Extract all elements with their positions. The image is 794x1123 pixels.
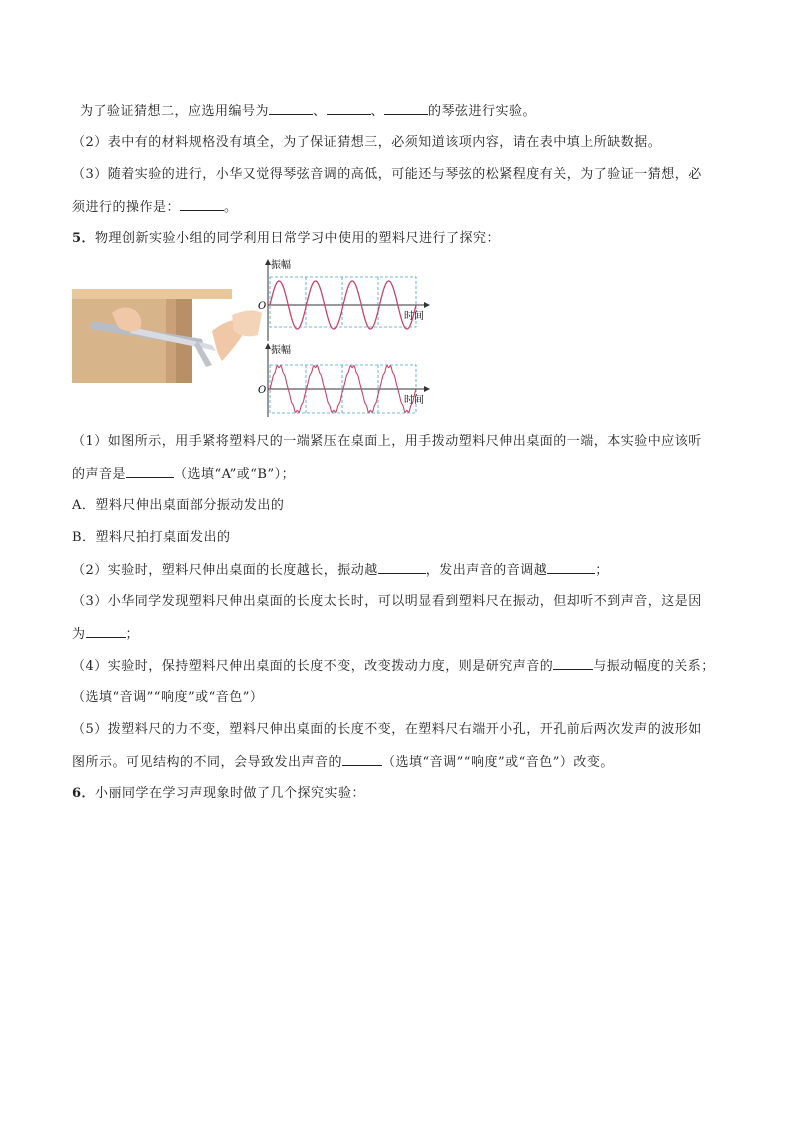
y-axis-label-bottom: 振幅: [271, 345, 291, 356]
text: （选填“A”或“B”）；: [174, 467, 296, 482]
line-2: （2）表中有的材料规格没有填全，为了保证猜想三，必须知道该项内容，请在表中填上所缺数据。: [72, 135, 662, 150]
text: 、: [313, 104, 327, 119]
question-number: 6．: [72, 786, 96, 801]
part-3-line-a: （3）小华同学发现塑料尺伸出桌面的长度太长时，可以明显看到塑料尺在振动，但却听不到声音，这是因: [72, 594, 702, 609]
text: （4）实验时，保持塑料尺伸出桌面的长度不变，改变拨动力度，则是研究声音的: [72, 659, 554, 674]
x-axis-label-top: 时间: [404, 311, 424, 322]
text: 物理创新实验小组的同学利用日常学习中使用的塑料尺进行了探究：: [95, 231, 501, 246]
text: 为: [72, 627, 86, 642]
part-4-line-a: [72, 657, 715, 676]
option-a: A．塑料尺伸出桌面部分振动发出的: [72, 498, 285, 513]
part-1-line-a: （1）如图所示，用手紧将塑料尺的一端紧压在桌面上，用手拨动塑料尺伸出桌面的一端，本实验中应该听: [72, 434, 702, 449]
answer-blank[interactable]: [378, 561, 426, 574]
line-1: [80, 102, 536, 121]
desk-photo: [72, 289, 262, 383]
part-2: [72, 561, 609, 580]
answer-blank[interactable]: [547, 561, 595, 574]
answer-blank[interactable]: [126, 465, 174, 478]
answer-blank[interactable]: [327, 102, 371, 115]
y-axis-label-top: 振幅: [271, 260, 291, 271]
answer-blank[interactable]: [342, 753, 382, 766]
text: 、: [370, 104, 385, 119]
text: 须进行的操作是：: [72, 200, 181, 215]
text: 。: [224, 200, 238, 215]
line-4: [72, 198, 238, 217]
text: ，发出声音的音调越: [425, 563, 548, 578]
origin-label-top: O: [258, 301, 267, 312]
waveform-graph-top: [258, 258, 430, 341]
origin-label-bottom: O: [258, 385, 267, 396]
answer-blank[interactable]: [86, 625, 126, 638]
text: ；: [595, 563, 609, 578]
text: 图所示。可见结构的不同，会导致发出声音的: [72, 755, 343, 770]
text: （2）实验时，塑料尺伸出桌面的长度越长，振动越: [72, 563, 378, 578]
question-5-title: [72, 230, 500, 248]
waveform-graph-bottom: [258, 343, 430, 417]
text: ；: [125, 627, 140, 642]
part-4-line-b: （选填“音调”“响度”或“音色”）: [72, 690, 264, 705]
answer-blank[interactable]: [180, 198, 224, 211]
part-1-line-b: [72, 465, 295, 484]
x-axis-label-bottom: 时间: [404, 395, 424, 406]
text: 的声音是: [72, 467, 127, 482]
text: 与振动幅度的关系；: [593, 659, 715, 674]
part-5-line-a: （5）拨塑料尺的力不变，塑料尺伸出桌面的长度不变，在塑料尺右端开小孔，开孔前后两次发声的波形如: [72, 722, 702, 737]
question-6-title: [72, 785, 365, 803]
answer-blank[interactable]: [384, 102, 428, 115]
text: 小丽同学在学习声现象时做了几个探究实验：: [95, 786, 366, 801]
answer-blank[interactable]: [269, 102, 313, 115]
text: 为了验证猜想二，应选用编号为: [80, 104, 270, 119]
part-5-line-b: [72, 753, 614, 772]
text: 的琴弦进行实验。: [428, 104, 537, 119]
line-3: （3）随着实验的进行，小华又觉得琴弦音调的高低，可能还与琴弦的松紧程度有关，为了验证一猜想，必: [72, 167, 702, 182]
text: （选填“音调”“响度”或“音色”）改变。: [382, 755, 614, 770]
ruler-experiment-figure: [72, 255, 452, 421]
question-number: 5．: [72, 231, 96, 246]
option-b: B．塑料尺拍打桌面发出的: [72, 530, 231, 545]
part-3-line-b: [72, 625, 139, 644]
answer-blank[interactable]: [553, 657, 593, 670]
